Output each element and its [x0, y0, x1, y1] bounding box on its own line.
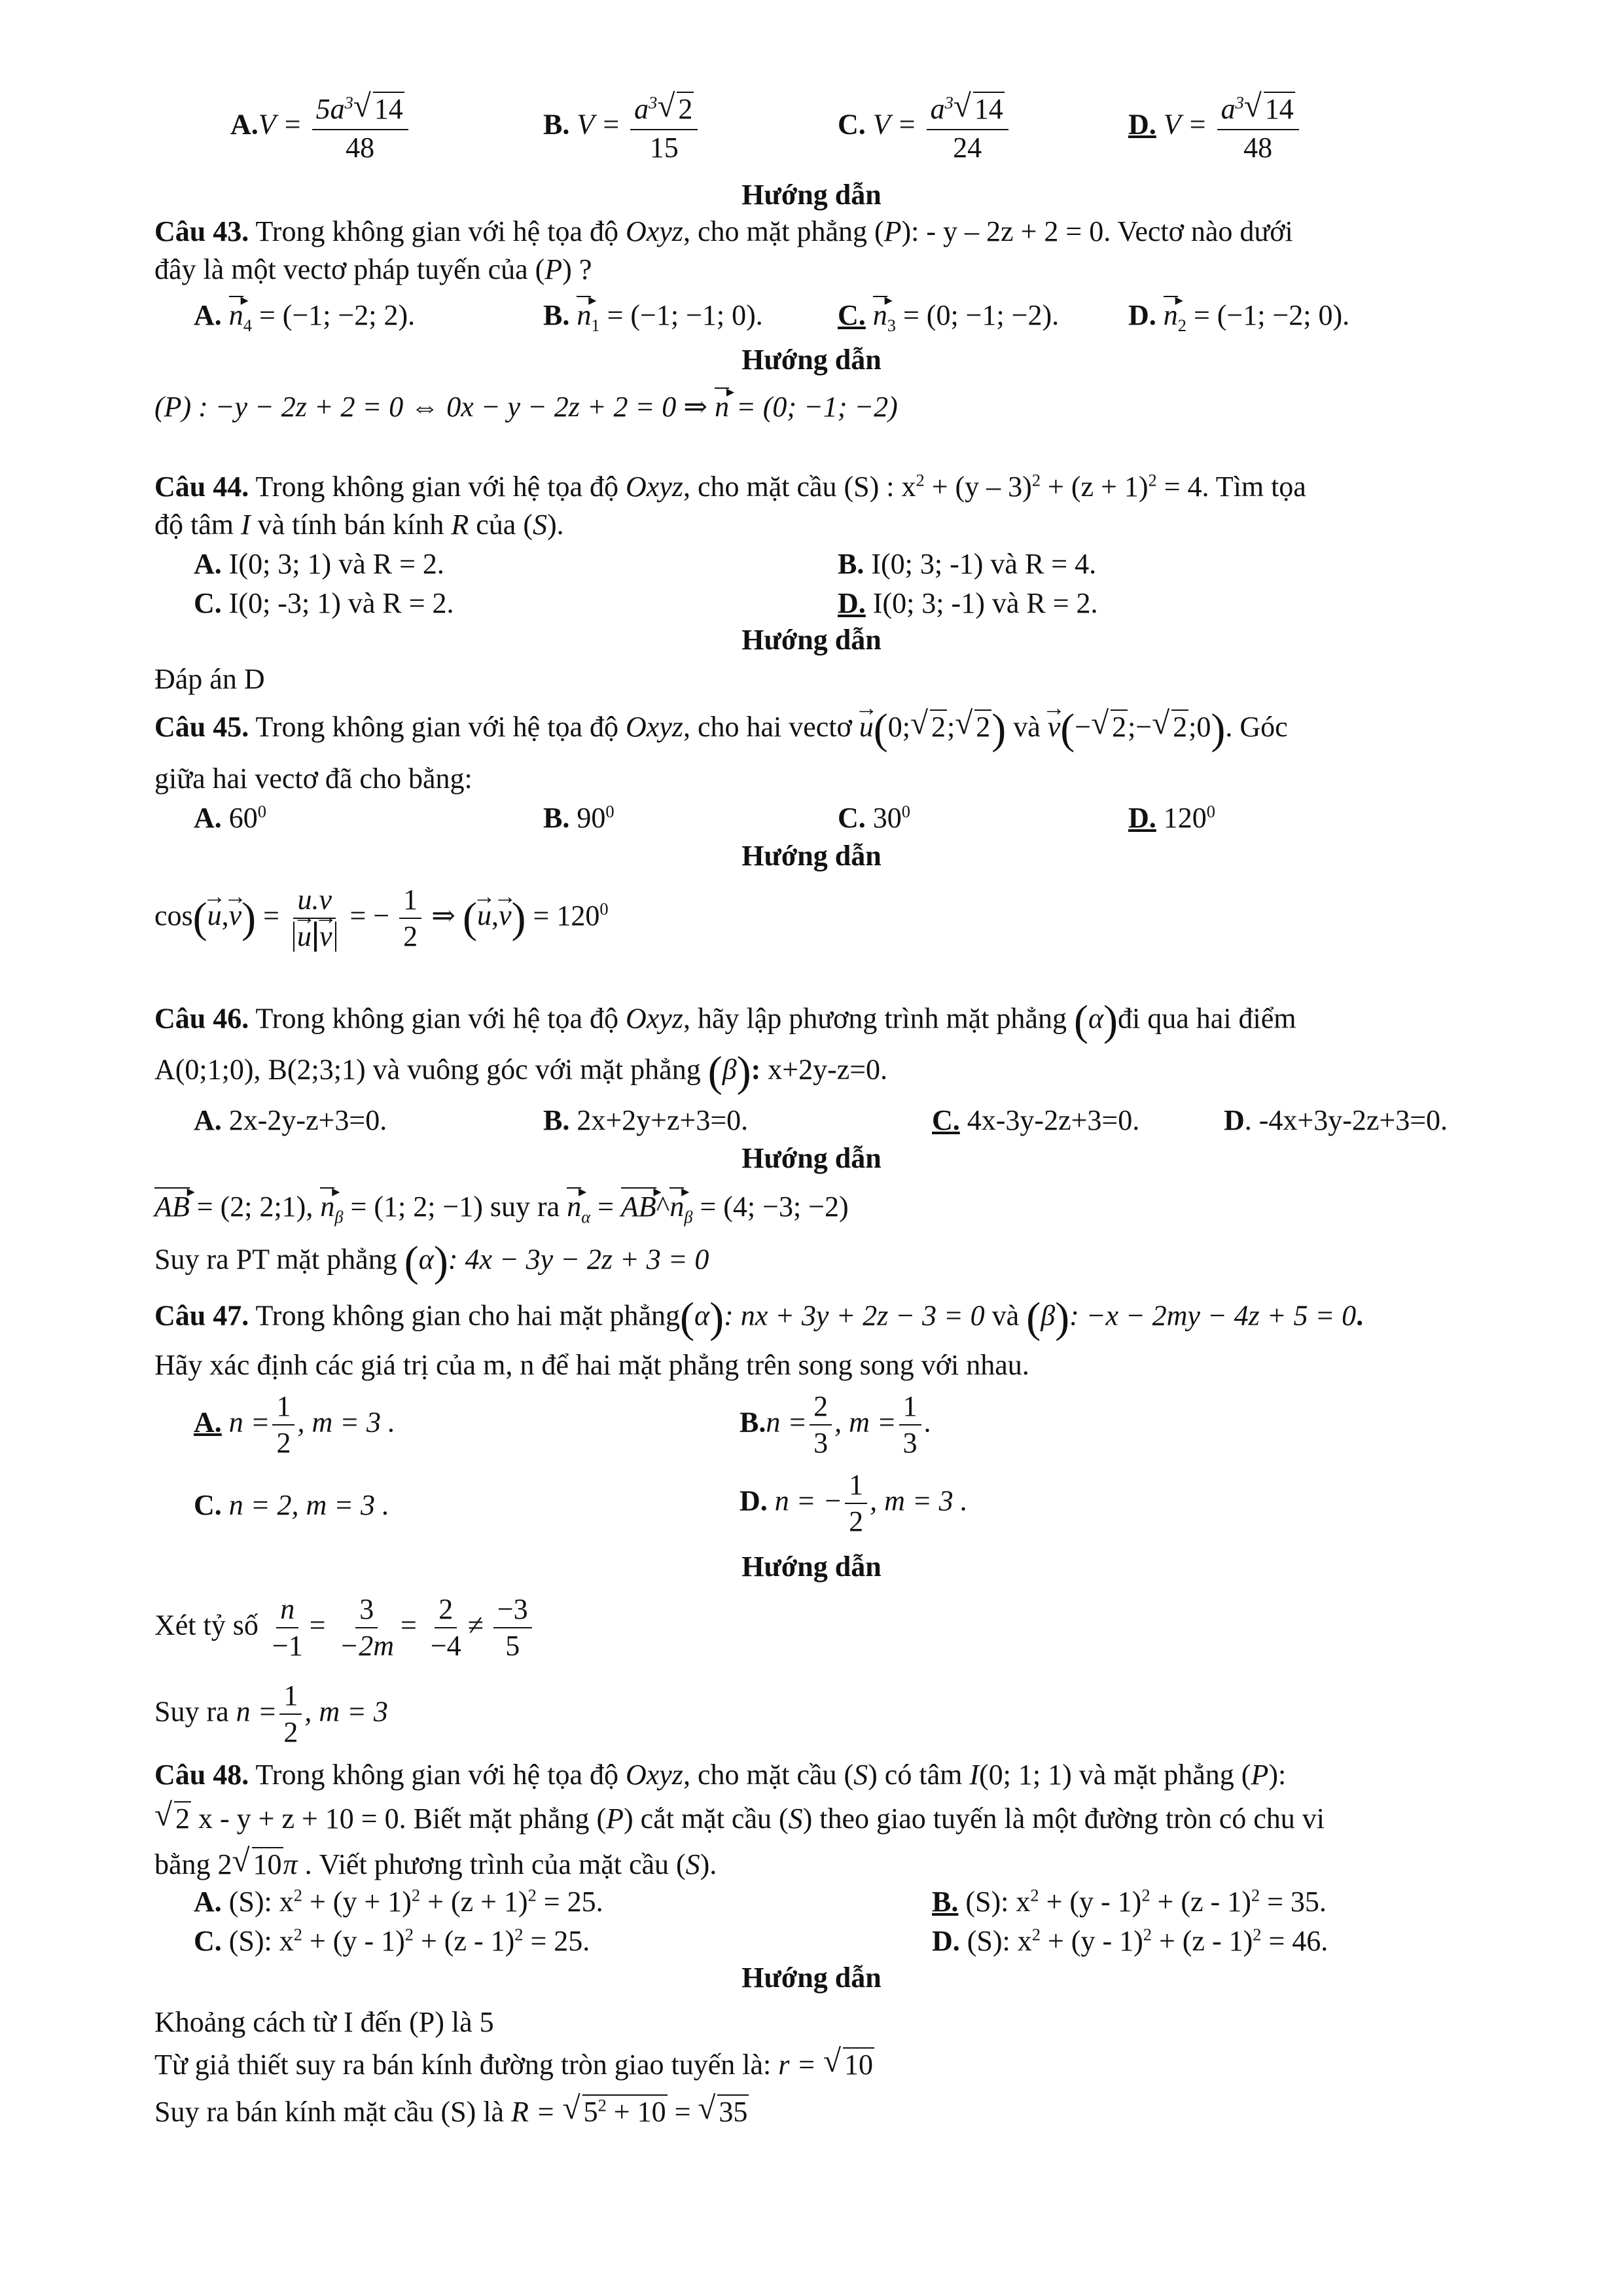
q47-solution-ratio: Xét tỷ số $\frac{n}{-1}$ = $\frac{3}{-2m}$ = $\frac{2}{-4}$ ≠ $\frac{-3}{5}$: [154, 1594, 535, 1661]
q48-solution-line2: Từ giả thiết suy ra bán kính đường tròn giao tuyến là: r = √ 10: [154, 2047, 874, 2082]
q45-solution: cos(u →,v →) = $\frac{u.v}{u \to v}$ → = − $\frac{1}{2}$ ⇒ (u →,v →) = $120^0$: [154, 885, 609, 952]
q48-option-c: C. (S): $x^2 + (y - 1)^2 + (z - 1)^2 = 25$.: [194, 1924, 590, 1957]
q46-option-d: D. -4x+3y-2z+3=0.: [1224, 1104, 1448, 1136]
q45-option-d: D. $120^0$: [1128, 801, 1215, 834]
q44-option-c: C. I(0; -3; 1) và R = 2.: [194, 587, 454, 619]
q46-solution-vectors: ▸ AB = (2; 2;1), ▸ $n_\beta = (1$; 2; −1) suy ra ▸ $n_\alpha$ = ▸ AB^▸ $n_\beta = (4$; −3; −2): [154, 1193, 849, 1221]
q47-question-line2: Hãy xác định các giá trị của m, n để hai mặt phẳng trên song song với nhau.: [154, 1349, 1029, 1381]
q43-question-line2: đây là một vectơ pháp tuyến của (P) ?: [154, 253, 592, 285]
q43-question: Câu 43. Trong không gian với hệ tọa độ Oxyz, cho mặt phẳng (P): - y – 2z + 2 = 0. Vectơ nào dưới: [154, 215, 1293, 247]
guide-title-43: Hướng dẫn: [741, 344, 882, 376]
q44-question-line2: độ tâm I và tính bán kính R của (S).: [154, 509, 564, 541]
q48-option-b: B. (S): $x^2 + (y - 1)^2 + (z - 1)^2 = 35$.: [932, 1885, 1327, 1918]
q43-option-c: C. ▸ $n_3 = (0$; −1; −2).: [838, 301, 1059, 330]
q44-option-d: D. I(0; 3; -1) và R = 2.: [838, 587, 1098, 619]
q43-option-b: B. ▸ $n_1 = (-1$; −1; 0).: [543, 301, 763, 330]
q47-option-b: B.n = $\frac{2}{3}$ , m = $\frac{1}{3}$ .: [740, 1390, 931, 1460]
q44-option-a: A. I(0; 3; 1) và R = 2.: [194, 548, 444, 580]
q47-solution-result: Suy ra n = $\frac{1}{2}$ , m = 3: [154, 1679, 388, 1749]
q45-question: Câu 45. Trong không gian với hệ tọa độ Oxyz, cho hai vectơ u →(0;√ 2;√ 2) và v →(−√ 2;−√ 2;0). Góc: [154, 709, 1288, 747]
guide-title-44: Hướng dẫn: [741, 624, 882, 656]
q42-option-c: C. V = $\frac{a^3√ 14}{24}$: [838, 92, 1011, 163]
q42-option-d: D. V = $\frac{a^3√ 14}{48}$: [1128, 92, 1302, 163]
q47-option-a: A. n = $\frac{1}{2}$ , m = 3 .: [194, 1390, 395, 1460]
q48-question-line2: √ 2 x - y + z + 10 = 0. Biết mặt phẳng (P) cắt mặt cầu (S) theo giao tuyến là một đường tròn có chu vi: [154, 1801, 1325, 1836]
q43-option-d: D. ▸ $n_2 = (-1$; −2; 0).: [1128, 301, 1349, 330]
q47-question: Câu 47. Trong không gian cho hai mặt phẳng(α): nx + 3y + 2z − 3 = 0 và (β): −x − 2my − 4z + 5 = 0.: [154, 1294, 1364, 1342]
q45-option-b: B. $90^0$: [543, 801, 615, 834]
q46-solution-plane: Suy ra PT mặt phẳng (α): 4x − 3y − 2z + 3 = 0: [154, 1238, 709, 1285]
q44-question: Câu 44. Trong không gian với hệ tọa độ Oxyz, cho mặt cầu (S) : $x^2 + (y - 3)^2 + (z + 1)^2 = 4$. Tìm tọa: [154, 470, 1306, 503]
q47-option-d: D. n = − $\frac{1}{2}$ , m = 3 .: [740, 1469, 968, 1538]
q46-option-c: C. 4x-3y-2z+3=0.: [932, 1104, 1140, 1136]
q48-solution-line1: Khoảng cách từ I đến (P) là 5: [154, 2006, 494, 2038]
q48-question: Câu 48. Trong không gian với hệ tọa độ Oxyz, cho mặt cầu (S) có tâm I(0; 1; 1) và mặt phẳng (P):: [154, 1759, 1287, 1791]
q45-option-c: C. $30^0$: [838, 801, 910, 834]
guide-title-47: Hướng dẫn: [741, 1551, 882, 1583]
guide-title-46: Hướng dẫn: [741, 1142, 882, 1174]
q46-option-b: B. 2x+2y+z+3=0.: [543, 1104, 749, 1136]
q43-solution: (P) : −y − 2z + 2 = 0 ⇔ 0x − y − 2z + 2 = 0 ⇒ ▸ n = (0; −1; −2): [154, 393, 898, 422]
q47-option-c: C. n = 2, m = 3 .: [194, 1489, 389, 1521]
q48-question-line3: bằng 2√ 10π . Viết phương trình của mặt cầu (S).: [154, 1847, 717, 1882]
q46-question-line2: A(0;1;0), B(2;3;1) và vuông góc với mặt phẳng (β): x+2y-z=0.: [154, 1048, 888, 1096]
q45-option-a: A. $60^0$: [194, 801, 266, 834]
q44-answer: Đáp án D: [154, 663, 265, 695]
q43-option-a: A. ▸ $n_4 = (-1$; −2; 2).: [194, 301, 415, 330]
guide-title-48: Hướng dẫn: [741, 1962, 882, 1994]
q48-option-d: D. (S): $x^2 + (y - 1)^2 + (z - 1)^2 = 46$.: [932, 1924, 1329, 1957]
q48-option-a: A. (S): $x^2 + (y + 1)^2 + (z + 1)^2 = 25$.: [194, 1885, 603, 1918]
q48-solution-line3: Suy ra bán kính mặt cầu (S) là R = √ $5^2 + 10$ = √ 35: [154, 2094, 749, 2129]
q42-option-a: A.V = $\frac{5a^3√ 14}{48}$: [230, 92, 411, 163]
q46-option-a: A. 2x-2y-z+3=0.: [194, 1104, 387, 1136]
q42-option-b: B. V = $\frac{a^3√ 2}{15}$: [543, 92, 700, 163]
q46-question: Câu 46. Trong không gian với hệ tọa độ Oxyz, hãy lập phương trình mặt phẳng (α)đi qua hai điểm: [154, 997, 1296, 1045]
guide-title-42: Hướng dẫn: [741, 179, 882, 211]
q45-question-line2: giữa hai vectơ đã cho bằng:: [154, 762, 473, 795]
q44-option-b: B. I(0; 3; -1) và R = 4.: [838, 548, 1097, 580]
guide-title-45: Hướng dẫn: [741, 840, 882, 872]
